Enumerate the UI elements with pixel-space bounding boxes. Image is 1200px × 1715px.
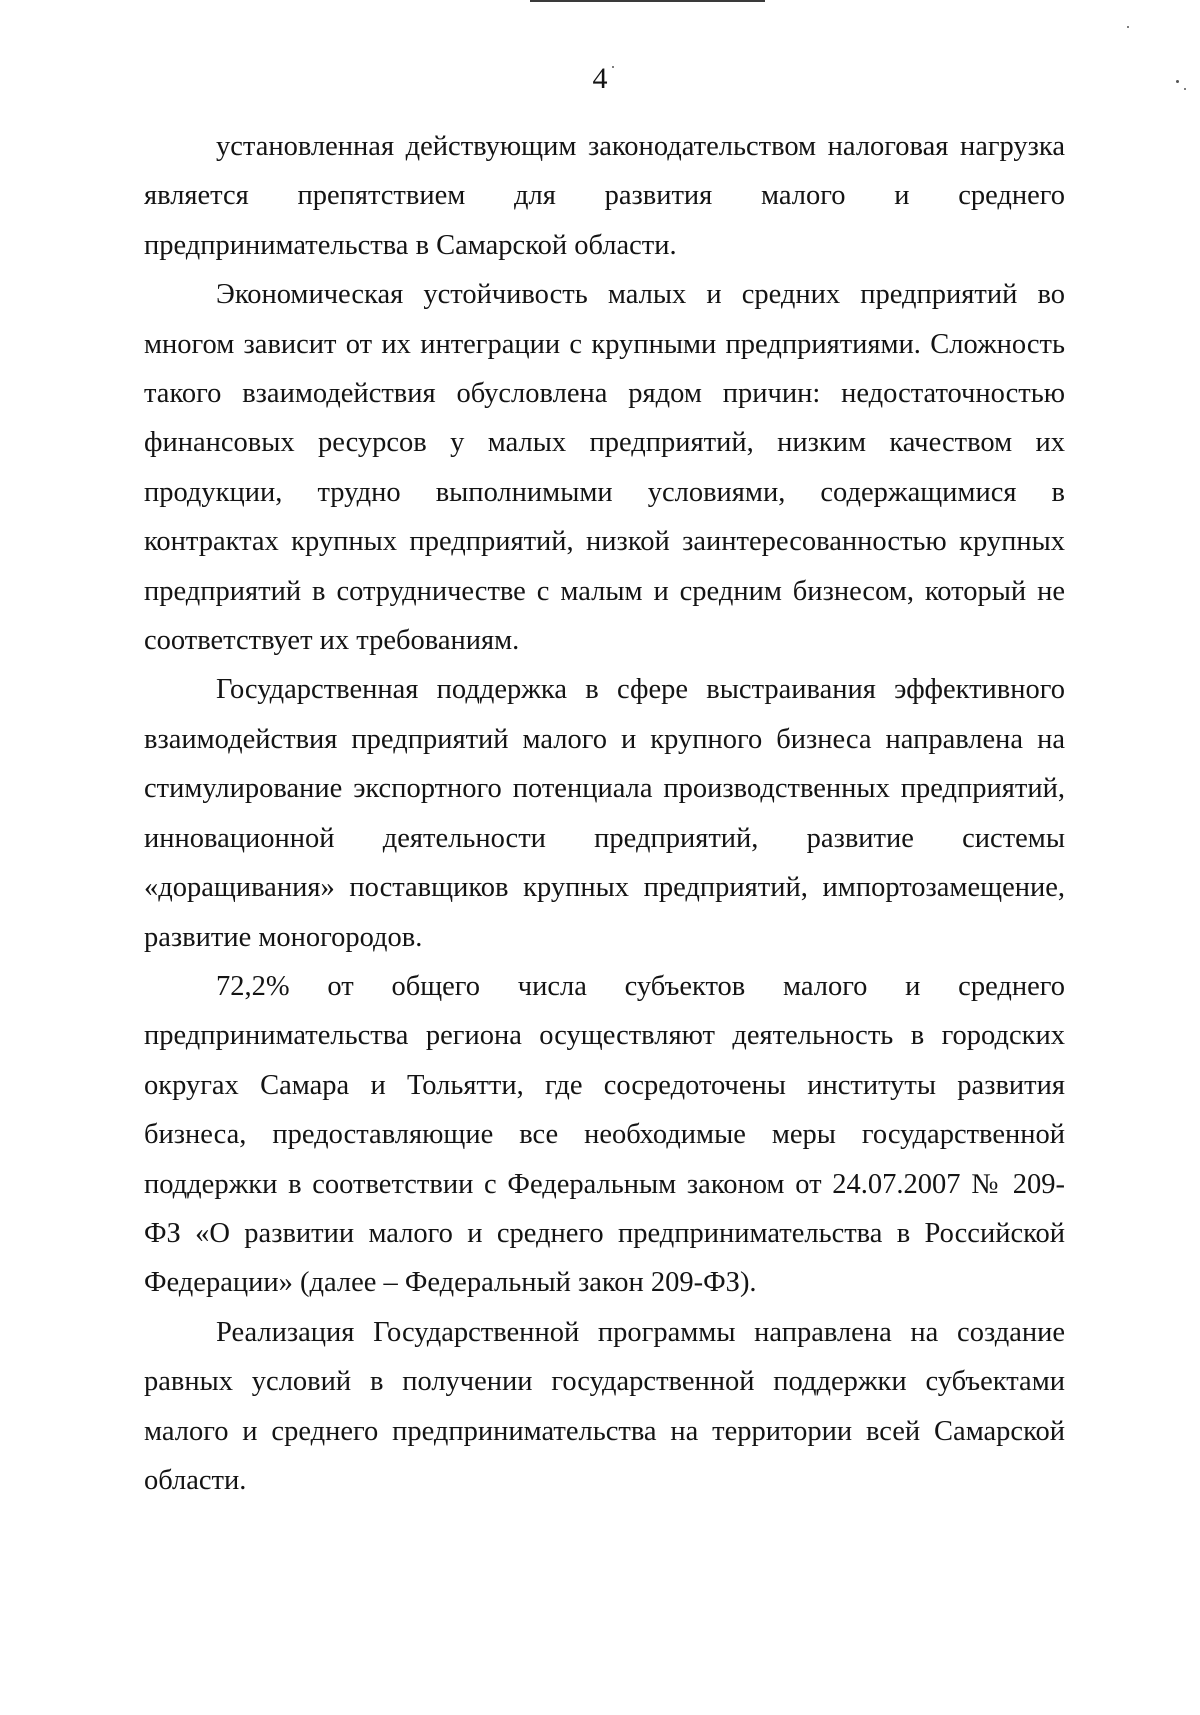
document-body bbox=[144, 122, 1065, 1505]
paragraph-3: Государственная поддержка в сфере выстраивания эффективного взаимодействия предприятий малого и крупного бизнеса направлена на стимулирование экспортного потенциала производственных предприятий, инновационной деятельности предприятий, развитие системы «доращивания» поставщиков крупных предприятий, импортозамещение, развитие моногородов. bbox=[144, 674, 1065, 953]
paragraph-1: установленная действующим законодательством налоговая нагрузка является препятствием для развития малого и среднего предпринимательства в Самарской области. bbox=[144, 131, 1065, 261]
scan-speck bbox=[1176, 80, 1179, 83]
top-edge-rule bbox=[530, 0, 765, 2]
paragraph-2: Экономическая устойчивость малых и средних предприятий во многом зависит от их интеграции с крупными предприятиями. Сложность такого взаимодействия обусловлена рядом причин: недостаточностью финансовых ресурсов у малых предприятий, низким качеством их продукции, трудно выполнимыми условиями, содержащимися в контрактах крупных предприятий, низкой заинтересованностью крупных предприятий в сотрудничестве с малым и средним бизнесом, который не соответствует их требованиям. bbox=[144, 279, 1065, 657]
paragraph-4: 72,2% от общего числа субъектов малого и среднего предпринимательства региона осуществляют деятельность в городских округах Самара и Тольятти, где сосредоточены институты развития бизнеса, предоставляющие все необходимые меры государственной поддержки в соответствии с Федеральным законом от 24.07.2007 № 209-ФЗ «О развитии малого и среднего предпринимательства в Российской Федерации» (далее – Федеральный закон 209-ФЗ). bbox=[144, 970, 1065, 1299]
scan-speck bbox=[1184, 88, 1186, 90]
scan-speck bbox=[1127, 26, 1129, 28]
scan-speck bbox=[612, 66, 614, 68]
page-number: 4 bbox=[592, 62, 608, 95]
paragraph-5: Реализация Государственной программы направлена на создание равных условий в получении государственной поддержки субъектами малого и среднего предпринимательства на территории всей Самарской области. bbox=[144, 1316, 1065, 1496]
